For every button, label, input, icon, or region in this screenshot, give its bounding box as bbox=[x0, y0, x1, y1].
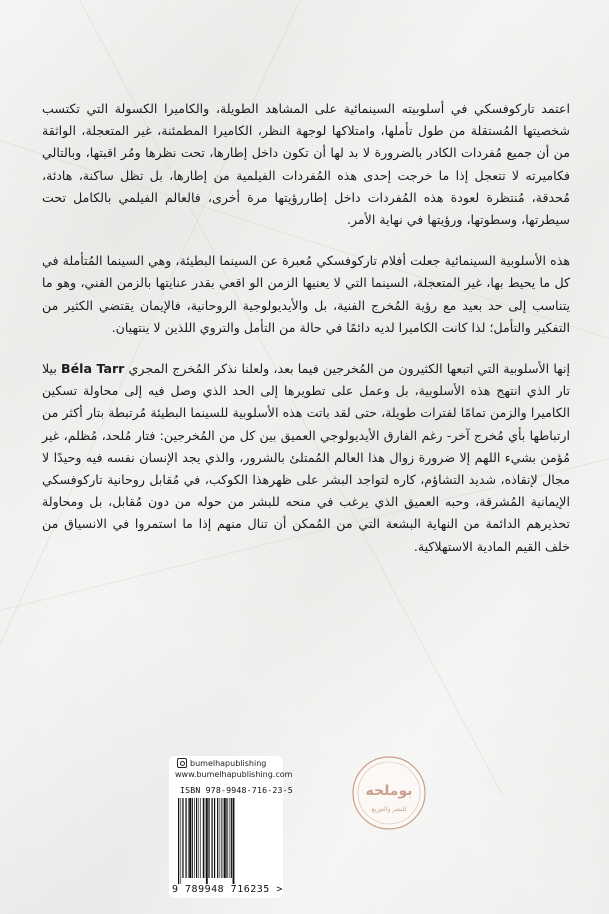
paragraph-2: هذه الأسلوبية السينمائية جعلت أفلام تاركوفسكي مُعبرة عن السينما البطيئة، وهي السينما المُتأملة في كل ما يحيط بها، غير المتعجلة، السينما التي لا يعنيها الزمن الو اقعي بقدر عنايتها بالزمن الفني، وهو ما يتناسب إلى حد بعيد مع رؤية المُخرج الفنية، بل والأيديولوجية الروحانية، فالإيمان يقتضي الكثير من التفكير والتأمل؛ لذا كانت الكاميرا لديه دائمًا في حالة من التأمل والتروي اللذين لا ينتهيان. bbox=[42, 253, 570, 335]
barcode-bar bbox=[188, 798, 189, 878]
barcode-bar bbox=[223, 798, 224, 878]
barcode-bar bbox=[226, 798, 227, 878]
barcode-bar bbox=[221, 798, 222, 878]
logo-main-text: بوملحه bbox=[365, 783, 413, 799]
barcode-bar bbox=[180, 798, 181, 884]
barcode-bar bbox=[208, 798, 209, 878]
paragraph-1: اعتمد تاركوفسكي في أسلوبيته السينمائية على المشاهد الطويلة، والكاميرا الكسولة التي تكتسب شخصيتها المُستقلة من طول تأملها، وامتلاكها لوجهة النظر، الكاميرا المطمئنة، غير المتعجلة، الواثقة من أن جميع مُفردات الكادر بالضرورة لا بد لها أن تكون داخل إطارها، تحت نظرها ومُر اقبتها، وبالتالي فكاميرته لا تتعجل إذا ما خرجت إحدى هذه المُفردات الفيلمية من إطارها، بل تظل ساكنة، هادئة، مُحدقة، مُنتظرة لعودة هذه المُفردات داخل إطاررؤيتها مرة أخرى، فالعالم الفيلمي بالكامل تحت سيطرتها، وسطوتها، ورؤيتها في نهاية الأمر. bbox=[42, 101, 570, 228]
barcode-bar bbox=[185, 798, 186, 878]
publisher-handle bbox=[177, 758, 266, 768]
paragraph-3-start: إنها الأسلوبية التي اتبعها الكثيرون من المُخرجين فيما بعد، ولعلنا نذكر المُخرج المجري bbox=[124, 361, 570, 377]
barcode-bar bbox=[206, 798, 208, 884]
barcode-bar bbox=[196, 798, 197, 878]
barcode-bar bbox=[220, 798, 221, 878]
barcode-bar bbox=[200, 798, 201, 878]
director-latin-name: Béla Tarr bbox=[60, 361, 125, 377]
paragraph-3 bbox=[42, 358, 570, 558]
barcode-bar bbox=[189, 798, 191, 878]
barcode-digits: 9 789948 716235 > bbox=[172, 884, 283, 895]
publisher-website: www.bumelhapublishing.com bbox=[175, 770, 293, 779]
logo-sub-text: للنشر والتوزيع bbox=[371, 806, 407, 813]
barcode-bar bbox=[198, 798, 199, 878]
barcode-bar bbox=[229, 798, 230, 878]
barcode-bar bbox=[214, 798, 215, 878]
instagram-icon bbox=[177, 758, 187, 768]
publisher-handle-text: bumelhapublishing bbox=[190, 758, 267, 768]
barcode-bar bbox=[233, 798, 235, 884]
barcode-bars bbox=[176, 798, 276, 884]
barcode-bar bbox=[192, 798, 193, 878]
barcode-bar bbox=[231, 798, 232, 878]
barcode-bar bbox=[224, 798, 226, 878]
barcode-bar bbox=[194, 798, 195, 878]
publisher-logo bbox=[351, 755, 427, 831]
isbn-label: ISBN 978-9948-716-23-5 bbox=[180, 785, 293, 795]
barcode-bar bbox=[178, 798, 179, 884]
barcode-bar bbox=[217, 798, 218, 878]
paragraph-3-end: بيلا تار الذي انتهج هذه الأسلوبية، بل وعمل على تطويرها إلى الحد الذي وصل فيه إلى محاولة تسكين الكاميرا والزمن تمامًا لفترات طويلة، حتى لقد باتت هذه الأسلوبية للسينما البطيئة مُرتبطة بتار أكثر من ارتباطها بأي مُخرج آخر- رغم الفارق الأيديولوجي العميق بين كل من المُخرجين: فتار مُلحد، مُظلم، غير مُؤمن بشيء اللهم إلا ضرورة زوال هذا العالم المُمتلئ بالشرور، والذي يجد الإنسان نفسه فيه وحيدًا لا مجال لإنقاذه، شديد التشاؤم، كاره لتواجد البشر على ظهرهذا الكوكب، في مُقابل روحانية تاركوفسكي الإيمانية المُشرقة، وحبه العميق الذي يرغب في منحه للبشر من حوله من دون مُقابل، بل ومحاولة تحذيرهم الدائمة من النهاية البشعة التي من المُمكن أن تنال منهم إذا ما استمروا في الانسياق من خلف القيم المادية الاستهلاكية. bbox=[42, 361, 570, 554]
barcode-bar bbox=[182, 798, 183, 878]
barcode-bar bbox=[211, 798, 212, 878]
back-cover-text bbox=[42, 98, 570, 577]
barcode-bar bbox=[203, 798, 204, 878]
barcode-bar bbox=[205, 798, 206, 878]
